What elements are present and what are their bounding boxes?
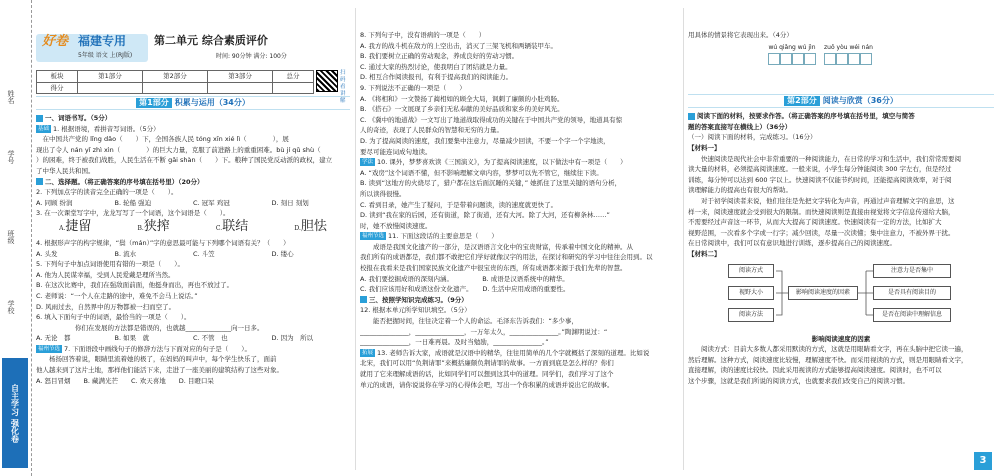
score-header-cell: 第1部分 xyxy=(77,71,142,83)
question-line: 12. 根据本单元所学知识填空。（5分） xyxy=(360,306,471,315)
text-line: 现出了令人 nán yǐ zhì xìn（ ）的巨大力量，克服了前进路上的重重困难。bù jí qǔ shù（ xyxy=(36,145,321,154)
score-header-cell: 第3部分 xyxy=(208,71,273,83)
text-line: 样一来，阅读速度就会受到很大的限制。而快速阅读则是直接由视觉将文字信息传递给大脑， xyxy=(688,207,955,216)
diagram-node: 视野大小 xyxy=(728,286,774,300)
answer-line[interactable]: _______________，_______________，一万年太久，_______________。”陶渊明说过：“ xyxy=(360,327,608,336)
option[interactable]: D. 缕心 xyxy=(271,249,294,258)
text-line: 他人越来到了这片土地，那样他们能活下来，走进了一座美丽的建筑结构了这些对象。 xyxy=(36,366,283,375)
section-heading: 一、词语书写。（5分） xyxy=(36,113,350,124)
text-line: 直接理解，读的速度比较快。因此采用视读的方式能够提高阅读速度。阅读时，也不可以 xyxy=(688,366,942,375)
score-header-cell: 总分 xyxy=(273,71,314,83)
score-cell[interactable] xyxy=(142,82,207,94)
factor-diagram xyxy=(688,262,994,334)
column-1 xyxy=(36,0,350,476)
option[interactable]: C. 冠军 鸡冠 xyxy=(193,198,230,207)
question-line: 4. 根据形声字的构字规律，“鬓（mán）”字的意思最可能与下列哪个词语有关？（ ） xyxy=(36,238,290,247)
diagram-caption: 影响阅读速度的因素 xyxy=(811,334,871,343)
option[interactable]: C. 通过大家的热烈讨论，使我明白了团结就是力量。 xyxy=(360,62,512,71)
text-line: 阅读方式：目前大多数人都采用默读的方式，这就是用眼睛看文字，再在头脑中把它读一遍， xyxy=(688,345,968,354)
option[interactable]: A.捷留 xyxy=(59,218,92,234)
option[interactable]: D. 为了提高阅读的速度，我们要集中注意力，尽量减少回读，不要一个字一个字地读， xyxy=(360,136,610,145)
tag-icon: 福州节选 xyxy=(38,345,61,352)
pinyin-grid xyxy=(768,43,994,66)
question-line: 8. 下列句子中，没有语病的一项是（ ） xyxy=(360,31,486,39)
pinyin-text: zuǒ yòu wéi nán xyxy=(824,43,873,51)
square-bullet-icon xyxy=(688,113,695,120)
pinyin-group xyxy=(824,43,873,66)
part1-title: 积累与运用（34分） xyxy=(174,97,250,107)
brand-badge xyxy=(36,34,148,62)
pinyin-group xyxy=(768,43,816,66)
question-line: 福州节选 11. 下面这段话的主要意思是（ ） xyxy=(362,232,498,241)
material-label: 【材料一】 xyxy=(688,143,721,152)
option[interactable]: B. 流水 xyxy=(114,249,137,258)
question-line: 基础 1. 根据语境，看拼音写词语。（5分） xyxy=(38,124,160,133)
column-3 xyxy=(688,0,994,476)
diagram-center-node: 影响阅读速度的因素 xyxy=(788,286,858,300)
text-line: 读理解能力的提高也有很大的帮助。 xyxy=(688,186,792,195)
text-line: 你们在发展的方法都是错误的，也就越______________向一日多。 xyxy=(36,323,264,332)
qr-caption: 扫码看讲解 xyxy=(340,70,346,104)
writing-boxes[interactable] xyxy=(824,53,873,65)
section-heading: 阅读下面的材料，按要求作答。（将正确答案的序号填在括号里，填空与简答 xyxy=(688,111,994,122)
student-id-label: 学号 xyxy=(7,150,15,164)
text-line: 就用了它来理解成语的话，比如同学们可以想到这其中的道理。同学们，我们学习了这个 xyxy=(360,370,614,378)
pinyin-text: wú qiǎng wú jìn xyxy=(768,43,816,51)
text-line: 对于初学阅读者来说，他们往往是先把文字转化为声音，再通过声音理解文字的意思，这 xyxy=(688,196,955,205)
tag-icon: 福州节选 xyxy=(362,233,385,240)
series-logo: 自主学习 强化卷 xyxy=(2,358,28,468)
text-line: 训练，每分钟可以达到 600 字以上。快速阅读不仅能节约时间，还能提高阅读效率，对于阅 xyxy=(688,175,952,184)
question-line: 学法 10. 课外，梦梦喜欢读《三国演义》，为了提高阅读速度，以下做法中有一项是（ ） xyxy=(362,158,627,167)
part1-banner xyxy=(36,96,350,110)
options-row xyxy=(36,333,350,344)
answer-line[interactable]: _______________，一日难再晨。及时当勉励，_______________。” xyxy=(360,338,549,347)
question-line: 3. 在一次课堂写字中，龙龙写写了一个词语，这个词语是（ ）。 xyxy=(36,209,230,218)
option[interactable]: C. 不管 也 xyxy=(193,334,228,343)
option[interactable]: C.联结 xyxy=(215,218,249,234)
brand-subtitle: 5年级 语文 上(RJ版) xyxy=(78,52,133,59)
text-line: 读大量的材料，必须提高阅读速度。一般来说，小学生每分钟能阅读 300 字左右，但是经过 xyxy=(688,165,952,174)
tag-icon: 拓展 xyxy=(362,349,374,356)
question-line: 拓展 13. 老师告诉大家，成语就是汉语中的精华，往往用简单的几个字就概括了深刻的道理。比如说 xyxy=(362,348,650,357)
score-cell[interactable] xyxy=(208,82,273,94)
brand-logo: 好卷 xyxy=(42,34,69,49)
score-table xyxy=(36,70,314,94)
options-row[interactable]: A. 怒目冒烟 B. 藏满光芒 C. 欢天喜地 D. 目瞪口呆 xyxy=(36,376,214,385)
qr-code[interactable] xyxy=(316,70,338,92)
text-line: 人的奇迹，表现了人民群众的智慧和无穷的力量。 xyxy=(360,126,503,135)
option[interactable]: C. 看到目录，她产生了疑问，于是带着问题读，读的速度就更快了。 xyxy=(360,200,558,209)
score-cell[interactable] xyxy=(273,82,314,94)
option[interactable]: B.狭搾 xyxy=(137,218,170,234)
part2-number: 第2部分 xyxy=(784,96,820,107)
option[interactable]: D. 读到“我在家的后园，还有街道，除了街道，还有大河。除了大河，还有柳条林……” xyxy=(360,211,610,220)
option[interactable]: A. 《将相和》一文赞扬了蔺相如的顾全大局，讽刺了廉颇的小肚鸡肠。 xyxy=(360,94,564,103)
text-line: 用具体的情景将它表现出来。（4分） xyxy=(688,31,793,39)
name-label: 姓名 xyxy=(7,90,15,104)
column-divider xyxy=(355,8,356,470)
part2-title: 阅读与欣赏（36分） xyxy=(822,95,898,105)
question-line: 6. 填入下面句子中的词语，最恰当的一项是（ ）。 xyxy=(36,313,191,322)
column-divider xyxy=(683,8,684,470)
diagram-node: 注意力是否集中 xyxy=(873,264,951,278)
text-line: 在日常阅读中，我们可以有意识地进行训练，逐步提高自己的阅读速度。 xyxy=(688,239,896,248)
square-bullet-icon xyxy=(36,115,43,122)
diagram-node: 阅读方法 xyxy=(728,308,774,322)
text-line: ）的困难，终于被我们战胜，人民生活在不断 gǎi shàn（ ）下。粮种了国民党反动派的政权，建立 xyxy=(36,156,333,165)
part1-number: 第1部分 xyxy=(136,98,172,109)
option[interactable]: B. 如果 就 xyxy=(114,334,150,343)
text-line: 了中华人民共和国。 xyxy=(36,166,95,175)
text-line: 时，她不放慢阅读速度。 xyxy=(360,221,432,230)
diagram-connectors xyxy=(688,262,988,334)
column-2 xyxy=(360,0,678,476)
text-line: 视野范围，一次看多个字或一行字；减少回读，尽量一次读懂；集中注意力，不被外界干扰。 xyxy=(688,228,955,237)
option[interactable]: A. 我方的战斗机在敌方的上空出击，消灭了三架飞机和两辆装甲车。 xyxy=(360,41,557,50)
writing-boxes[interactable] xyxy=(768,53,816,65)
diagram-node: 是否在阅读中理解信息 xyxy=(873,308,951,322)
tag-icon: 基础 xyxy=(38,125,50,132)
brand-title: 福建专用 xyxy=(78,34,127,48)
square-bullet-icon xyxy=(36,178,43,185)
option[interactable]: C. 老师说：“一个人在走路的途中，难免不会马上说话。” xyxy=(36,291,198,300)
option[interactable]: D. 风雨过去，自然界中的万物都被一扫而空了。 xyxy=(36,302,176,311)
part2-banner xyxy=(688,94,994,108)
page-number: 3 xyxy=(974,452,992,470)
text-line: 能否把握时间，往往决定着一个人的命运。毛泽东告诉我们：“多少事， xyxy=(360,317,578,326)
options-row xyxy=(36,249,350,260)
material-label: 【材料二】 xyxy=(688,249,721,258)
class-label: 班级 xyxy=(7,230,15,244)
text-line: 在中国共产党的 lǐng dǎo（ ）下，全国各族人民 tóng xīn xié lì（ ），展 xyxy=(36,135,289,144)
section-heading: 二、选择题。（将正确答案的序号填在括号里）（20分） xyxy=(36,177,350,188)
option[interactable]: B. 我们要树立正确的劳动观念，养成良好的劳动习惯。 xyxy=(360,52,519,61)
text-line: 然后理解。这种方式，阅读速度比较慢，理解速度不快。而采用视读的方式，则是用眼睛看文字， xyxy=(688,355,968,364)
question-line: 2. 下列加点字的读音完全正确的一项是（ ）。 xyxy=(36,188,178,197)
text-line: 校报在我看来是我们国家民族文化遗产中很宝贵的东西，所有成语都来源于我们先辈的智慧。 xyxy=(360,264,627,273)
text-line: 要尽可能连词成句地读。 xyxy=(360,147,432,156)
option[interactable]: C. 斗笠 xyxy=(193,249,215,258)
option[interactable]: C. 我们应该用好和成语这份文化遗产。 D. 生活中应用成语的重要性。 xyxy=(360,285,570,294)
unit-subtitle: 时间: 90分钟 满分: 100分 xyxy=(216,53,287,60)
option[interactable]: D. 因为 所以 xyxy=(271,334,314,343)
text-line: 杨扬回答着说，眼睛里流着她的极了，在妈妈的叫声中，每个学生快乐了，面前 xyxy=(36,355,277,364)
school-label: 学校 xyxy=(7,300,15,314)
section-heading: 三、按照学知识完成练习。（9分） xyxy=(360,295,678,306)
text-line: 快速阅读是现代社会中非常重要的一种阅读能力，在日常的学习和生活中，我们常常需要阅 xyxy=(688,154,961,163)
option[interactable]: A. 头发 xyxy=(36,249,58,258)
handwriting-options xyxy=(36,220,350,236)
text-line: 不需要经过声音这一环节，从而大大提高了阅读速度。快速阅读有一定的方法，比如扩大 xyxy=(688,218,942,227)
option[interactable]: A. “戏房”这个词语不懂，但不影响理解文章内容，梦梦可以先不管它，继续往下读。 xyxy=(360,168,603,177)
question-line: 福州节选 7. 下面语段中画线句子的修辞方法与下面对应的句子是（ ）。 xyxy=(38,344,252,353)
text-line: 所以读得很慢。 xyxy=(360,189,406,198)
score-header-cell: 板块 xyxy=(37,71,78,83)
text-line: 这个步骤，这就是我们所说的阅读方式，也就要求我们改变自己的阅读习惯。 xyxy=(688,376,909,385)
unit-title: 第二单元 综合素质评价 xyxy=(154,34,268,47)
text-line: 我们所有的成语都是，我们都不敢把它们学好就像汉字的用法，在探讨和研究的学习中往往会用到。以 xyxy=(360,253,653,262)
diagram-node: 是否具有阅读目的 xyxy=(873,286,951,300)
options-row xyxy=(36,198,350,209)
score-row-label: 得分 xyxy=(37,82,78,94)
tag-icon: 学法 xyxy=(362,159,374,166)
option[interactable]: A. 他为人民谋幸福，受到人民爱戴是理所当然。 xyxy=(36,270,175,279)
option[interactable]: B. 轮船 强迫 xyxy=(114,198,152,207)
question-line: 5. 下列句子中加点词语使用有错的一项是（ ）。 xyxy=(36,260,185,269)
text-line: 单元的成语，请你说说你在学习的心得体会吧，写出一个你积累的成语并说出它的故事。 xyxy=(360,380,614,389)
option[interactable]: B. 《搭石》一文展现了乡亲们无私奉献的美好品质和家乡的美好风光。 xyxy=(360,105,564,114)
option[interactable]: D. 相互合作阅读报刊，有利于提高我们的阅读能力。 xyxy=(360,73,513,82)
text-line: 北宋，我们可以用“负荆请罪”来概括廉颇负荆请罪的故事。一方面到底是怎么样的？你们 xyxy=(360,359,614,368)
option[interactable]: D.胆怯 xyxy=(294,218,327,234)
score-header-cell: 第2部分 xyxy=(142,71,207,83)
option[interactable]: D. 刻日 刻划 xyxy=(271,198,309,207)
diagram-node: 阅读方式 xyxy=(728,264,774,278)
option[interactable]: A. 我们要挖掘成语的深刻内涵。 B. 成语是汉语系统中的精华。 xyxy=(360,274,569,283)
square-bullet-icon xyxy=(360,296,367,303)
text-line: 成语是我国文化遗产的一部分，是汉语语言文化中的宝贵财富，传承着中国文化的精神。从 xyxy=(360,242,633,251)
option[interactable]: B. 在这次比赛中，我们在强敌面前面，他挺身而出，再也不放过了。 xyxy=(36,281,234,290)
option[interactable]: A. 同顾 纷润 xyxy=(36,198,73,207)
option[interactable]: C. 《冀中的地道战》一文写出了地道战取得成功的关键在于中国共产党的领导，地道具有惊 xyxy=(360,115,623,124)
option[interactable]: A. 无论 都 xyxy=(36,334,71,343)
question-line: 9. 下列说法不正确的一项是（ ） xyxy=(360,83,466,92)
subsection-heading: （一）阅读下面的材料，完成练习。（16分） xyxy=(688,133,817,142)
score-cell[interactable] xyxy=(77,82,142,94)
section-heading-cont: 题的答案直接写在横线上）（36分） xyxy=(688,122,792,131)
binding-margin xyxy=(0,0,32,476)
option[interactable]: B. 读到“这地方的火烧尽了，猎户都在这后面沉睡的关键，” 她抓住了这里关键的语句分析， xyxy=(360,179,622,188)
